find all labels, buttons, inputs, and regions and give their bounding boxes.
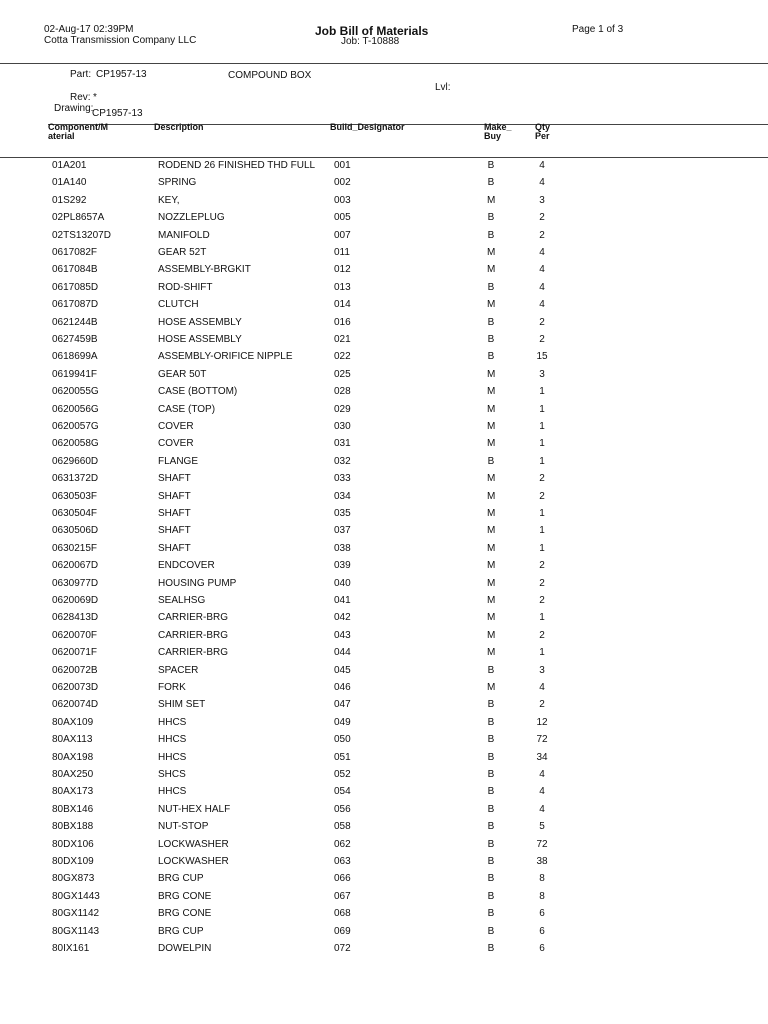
cell-qty-per: 1 [539, 542, 545, 554]
table-row [0, 488, 768, 505]
cell-component: 0630977D [52, 577, 99, 589]
cell-make-buy: B [487, 873, 495, 885]
table-row [0, 209, 768, 226]
cell-qty-per: 2 [539, 316, 545, 328]
cell-component: 80DX109 [52, 856, 94, 867]
part-value: CP1957-13 [96, 69, 147, 80]
cell-build-designator: 046 [334, 682, 351, 693]
cell-build-designator: 058 [334, 821, 351, 833]
table-row [0, 923, 768, 940]
cell-description: CARRIER-BRG [158, 629, 229, 641]
cell-build-designator: 039 [334, 560, 351, 572]
cell-qty-per: 2 [539, 595, 545, 606]
table-row [0, 348, 768, 365]
cell-make-buy: B [487, 821, 495, 833]
cell-description: HHCS [158, 751, 187, 763]
cell-make-buy: B [487, 734, 495, 746]
cell-build-designator: 038 [334, 542, 351, 554]
table-row [0, 853, 768, 870]
cell-description: SPACER [158, 664, 199, 676]
cell-description: BRG CUP [158, 925, 204, 937]
cell-make-buy: M [487, 490, 496, 502]
cell-make-buy: M [487, 368, 496, 380]
cell-build-designator: 032 [334, 455, 351, 467]
cell-description: CARRIER-BRG [158, 612, 229, 624]
cell-qty-per: 1 [539, 525, 545, 537]
cell-build-designator: 025 [334, 368, 351, 380]
cell-make-buy: M [487, 247, 496, 258]
cell-component: 80AX173 [52, 786, 94, 798]
cell-component: 80GX1443 [52, 890, 100, 902]
cell-make-buy: B [487, 943, 495, 954]
cell-component: 0620072B [52, 664, 98, 676]
cell-description: ASSEMBLY-BRGKIT [158, 264, 251, 276]
cell-description: SEALHSG [158, 595, 206, 606]
cell-qty-per: 4 [539, 299, 545, 311]
cell-qty-per: 1 [539, 421, 545, 432]
cell-qty-per: 2 [539, 473, 545, 485]
table-row [0, 888, 768, 905]
table-row [0, 731, 768, 748]
table-row [0, 401, 768, 418]
table-row [0, 331, 768, 348]
cell-build-designator: 054 [334, 786, 351, 798]
cell-make-buy: B [487, 699, 495, 711]
table-row [0, 418, 768, 435]
cell-make-buy: B [487, 664, 495, 676]
table-row [0, 870, 768, 887]
cell-description: FLANGE [158, 455, 199, 467]
table-row [0, 383, 768, 400]
cell-description: NUT-STOP [158, 821, 209, 833]
cell-build-designator: 002 [334, 177, 351, 189]
cell-component: 0620056G [52, 403, 99, 415]
cell-qty-per: 2 [539, 334, 545, 345]
cell-make-buy: M [487, 438, 496, 450]
cell-component: 80IX161 [52, 943, 90, 954]
cell-qty-per: 1 [539, 455, 545, 467]
table-row [0, 435, 768, 452]
cell-make-buy: M [487, 525, 496, 537]
cell-make-buy: M [487, 560, 496, 572]
cell-description: SHAFT [158, 525, 191, 537]
cell-component: 0620073D [52, 682, 99, 693]
cell-make-buy: B [487, 160, 495, 171]
col-qty-per-header: Qty Per [535, 122, 551, 141]
report-datetime: 02-Aug-17 02:39PM [44, 24, 134, 35]
cell-description: COVER [158, 421, 194, 432]
table-row [0, 575, 768, 592]
drawing-label: Drawing: [54, 103, 94, 114]
cell-component: 80GX1142 [52, 908, 100, 920]
cell-make-buy: B [487, 351, 495, 363]
col-description-header: Description [154, 122, 204, 132]
cell-description: HHCS [158, 786, 187, 798]
cell-build-designator: 044 [334, 647, 351, 659]
cell-qty-per: 6 [539, 908, 545, 920]
cell-component: 0620070F [52, 629, 98, 641]
cell-component: 0617087D [52, 299, 99, 311]
cell-make-buy: B [487, 786, 495, 798]
cell-make-buy: M [487, 629, 496, 641]
cell-description: SHAFT [158, 473, 191, 485]
cell-make-buy: M [487, 264, 496, 276]
cell-component: 0631372D [52, 473, 99, 485]
table-row [0, 801, 768, 818]
cell-make-buy: M [487, 612, 496, 624]
cell-qty-per: 1 [539, 403, 545, 415]
cell-description: BRG CUP [158, 873, 204, 885]
cell-build-designator: 033 [334, 473, 351, 485]
table-row [0, 662, 768, 679]
cell-build-designator: 052 [334, 769, 351, 780]
cell-build-designator: 041 [334, 595, 351, 606]
cell-build-designator: 016 [334, 316, 351, 328]
cell-component: 0620069D [52, 595, 99, 606]
cell-build-designator: 028 [334, 386, 351, 398]
cell-build-designator: 042 [334, 612, 351, 624]
cell-qty-per: 5 [539, 821, 545, 833]
table-row [0, 314, 768, 331]
table-row [0, 592, 768, 609]
cell-build-designator: 029 [334, 403, 351, 415]
cell-make-buy: M [487, 386, 496, 398]
cell-make-buy: B [487, 769, 495, 780]
cell-description: SHAFT [158, 508, 191, 519]
cell-build-designator: 047 [334, 699, 351, 711]
cell-qty-per: 2 [539, 490, 545, 502]
cell-make-buy: M [487, 421, 496, 432]
cell-qty-per: 34 [536, 751, 548, 763]
cell-make-buy: M [487, 647, 496, 659]
cell-qty-per: 38 [536, 856, 548, 867]
cell-make-buy: B [487, 455, 495, 467]
cell-component: 0619941F [52, 368, 98, 380]
cell-qty-per: 3 [539, 664, 545, 676]
table-row [0, 453, 768, 470]
cell-qty-per: 2 [539, 560, 545, 572]
cell-build-designator: 013 [334, 281, 351, 293]
cell-description: COVER [158, 438, 194, 450]
cell-build-designator: 035 [334, 508, 351, 519]
table-row [0, 540, 768, 557]
cell-description: CARRIER-BRG [158, 647, 229, 659]
cell-component: 01A201 [52, 160, 87, 171]
revision-value: * [93, 92, 97, 103]
cell-description: LOCKWASHER [158, 856, 229, 867]
company-name: Cotta Transmission Company LLC [44, 35, 197, 46]
cell-description: BRG CONE [158, 890, 212, 902]
cell-build-designator: 040 [334, 577, 351, 589]
cell-description: LOCKWASHER [158, 838, 229, 850]
cell-component: 80DX106 [52, 838, 94, 850]
table-row [0, 192, 768, 209]
table-row [0, 609, 768, 626]
cell-component: 80BX188 [52, 821, 94, 833]
cell-build-designator: 022 [334, 351, 351, 363]
cell-qty-per: 4 [539, 247, 545, 258]
cell-build-designator: 051 [334, 751, 351, 763]
cell-description: SHIM SET [158, 699, 206, 711]
cell-description: SHCS [158, 769, 186, 780]
cell-build-designator: 050 [334, 734, 351, 746]
table-row [0, 696, 768, 713]
cell-description: DOWELPIN [158, 943, 212, 954]
cell-make-buy: M [487, 508, 496, 519]
cell-qty-per: 4 [539, 682, 545, 693]
cell-build-designator: 056 [334, 803, 351, 815]
cell-qty-per: 4 [539, 177, 545, 189]
cell-qty-per: 72 [536, 734, 548, 746]
col-component-header: Component/M aterial [48, 122, 108, 141]
page-number: Page 1 of 3 [572, 24, 624, 35]
cell-build-designator: 063 [334, 856, 351, 867]
cell-description: CASE (TOP) [158, 403, 216, 415]
table-row [0, 557, 768, 574]
cell-build-designator: 067 [334, 890, 351, 902]
cell-description: RODEND 26 FINISHED THD FULL [158, 160, 316, 171]
cell-component: 0620074D [52, 699, 99, 711]
cell-description: CLUTCH [158, 299, 199, 311]
level-label: Lvl: [435, 82, 451, 93]
cell-component: 0627459B [52, 334, 98, 345]
cell-make-buy: M [487, 473, 496, 485]
cell-description: HOUSING PUMP [158, 577, 237, 589]
cell-build-designator: 005 [334, 212, 351, 224]
cell-qty-per: 3 [539, 194, 545, 206]
cell-qty-per: 1 [539, 612, 545, 624]
cell-qty-per: 1 [539, 386, 545, 398]
cell-component: 0620058G [52, 438, 99, 450]
cell-component: 0618699A [52, 351, 98, 363]
cell-build-designator: 068 [334, 908, 351, 920]
cell-description: HHCS [158, 716, 187, 728]
cell-build-designator: 031 [334, 438, 351, 450]
cell-description: SPRING [158, 177, 197, 189]
cell-build-designator: 066 [334, 873, 351, 885]
cell-component: 80AX198 [52, 751, 94, 763]
cell-build-designator: 062 [334, 838, 351, 850]
table-row [0, 157, 768, 174]
cell-component: 80AX113 [52, 734, 93, 746]
table-row [0, 766, 768, 783]
cell-qty-per: 4 [539, 264, 545, 276]
table-row [0, 940, 768, 957]
cell-build-designator: 049 [334, 716, 351, 728]
cell-component: 0617085D [52, 281, 99, 293]
table-row [0, 714, 768, 731]
cell-qty-per: 2 [539, 629, 545, 641]
cell-build-designator: 045 [334, 664, 351, 676]
cell-qty-per: 1 [539, 508, 545, 519]
cell-build-designator: 069 [334, 925, 351, 937]
cell-qty-per: 4 [539, 786, 545, 798]
table-row [0, 244, 768, 261]
cell-make-buy: M [487, 577, 496, 589]
cell-qty-per: 6 [539, 925, 545, 937]
cell-make-buy: B [487, 334, 495, 345]
table-row [0, 366, 768, 383]
cell-build-designator: 034 [334, 490, 351, 502]
cell-component: 0630504F [52, 508, 98, 519]
header-divider [0, 63, 768, 64]
cell-component: 0620071F [52, 647, 98, 659]
cell-description: GEAR 52T [158, 247, 207, 258]
cell-component: 0629660D [52, 455, 99, 467]
cell-qty-per: 8 [539, 873, 545, 885]
cell-make-buy: B [487, 803, 495, 815]
cell-qty-per: 1 [539, 647, 545, 659]
cell-make-buy: B [487, 890, 495, 902]
cell-component: 0630215F [52, 542, 98, 554]
cell-description: MANIFOLD [158, 229, 210, 241]
report-title: Job Bill of Materials [315, 24, 429, 38]
cell-description: BRG CONE [158, 908, 212, 920]
cell-make-buy: B [487, 716, 495, 728]
cell-build-designator: 021 [334, 334, 351, 345]
cell-component: 80BX146 [52, 803, 94, 815]
cell-make-buy: B [487, 838, 495, 850]
cell-component: 0620057G [52, 421, 99, 432]
cell-make-buy: B [487, 908, 495, 920]
cell-make-buy: B [487, 316, 495, 328]
cell-qty-per: 4 [539, 160, 545, 171]
table-row [0, 749, 768, 766]
table-row [0, 227, 768, 244]
part-description: COMPOUND BOX [228, 70, 312, 81]
col-build-designator-header: Build_Designator [330, 122, 405, 132]
table-row [0, 296, 768, 313]
cell-description: ROD-SHIFT [158, 281, 213, 293]
table-row [0, 505, 768, 522]
cell-build-designator: 012 [334, 264, 351, 276]
cell-component: 02PL8657A [52, 212, 105, 224]
table-row [0, 627, 768, 644]
table-row [0, 279, 768, 296]
cell-qty-per: 4 [539, 769, 545, 780]
cell-component: 0617082F [52, 247, 98, 258]
cell-component: 0620067D [52, 560, 99, 572]
table-row [0, 522, 768, 539]
cell-make-buy: B [487, 925, 495, 937]
cell-qty-per: 2 [539, 229, 545, 241]
cell-component: 80GX1143 [52, 925, 100, 937]
cell-qty-per: 1 [539, 438, 545, 450]
cell-description: SHAFT [158, 490, 191, 502]
cell-component: 0628413D [52, 612, 99, 624]
cell-component: 80AX250 [52, 769, 94, 780]
drawing-value: CP1957-13 [92, 108, 143, 119]
cell-make-buy: B [487, 177, 495, 189]
cell-qty-per: 2 [539, 699, 545, 711]
cell-qty-per: 6 [539, 943, 545, 954]
cell-description: HHCS [158, 734, 187, 746]
cell-component: 01S292 [52, 194, 87, 206]
table-row [0, 174, 768, 191]
cell-build-designator: 037 [334, 525, 351, 537]
cell-make-buy: B [487, 751, 495, 763]
cell-component: 0617084B [52, 264, 98, 276]
cell-build-designator: 007 [334, 229, 351, 241]
cell-description: NUT-HEX HALF [158, 803, 231, 815]
table-row [0, 905, 768, 922]
cell-component: 01A140 [52, 177, 87, 189]
cell-component: 0630506D [52, 525, 99, 537]
table-row [0, 261, 768, 278]
cell-description: SHAFT [158, 542, 191, 554]
cell-description: HOSE ASSEMBLY [158, 334, 242, 345]
cell-make-buy: M [487, 403, 496, 415]
cell-description: NOZZLEPLUG [158, 212, 225, 224]
cell-make-buy: B [487, 229, 495, 241]
revision-label: Rev: [70, 92, 91, 103]
cell-make-buy: M [487, 595, 496, 606]
cell-build-designator: 072 [334, 943, 351, 954]
cell-qty-per: 4 [539, 281, 545, 293]
cell-component: 02TS13207D [52, 229, 111, 241]
col-make-buy-header: Make_ Buy [484, 122, 512, 141]
table-row [0, 818, 768, 835]
cell-build-designator: 030 [334, 421, 351, 432]
cell-component: 0621244B [52, 316, 98, 328]
cell-make-buy: M [487, 542, 496, 554]
cell-qty-per: 15 [536, 351, 548, 363]
cell-qty-per: 8 [539, 890, 545, 902]
cell-description: ENDCOVER [158, 560, 215, 572]
cell-build-designator: 011 [334, 247, 350, 258]
cell-make-buy: M [487, 299, 496, 311]
cell-qty-per: 72 [536, 838, 548, 850]
cell-description: ASSEMBLY-ORIFICE NIPPLE [158, 351, 293, 363]
cell-make-buy: B [487, 856, 495, 867]
cell-qty-per: 12 [536, 716, 548, 728]
cell-description: FORK [158, 682, 186, 693]
cell-qty-per: 2 [539, 212, 545, 224]
cell-qty-per: 3 [539, 368, 545, 380]
cell-description: KEY, [158, 194, 180, 206]
table-row [0, 783, 768, 800]
table-row [0, 644, 768, 661]
table-row [0, 836, 768, 853]
cell-description: HOSE ASSEMBLY [158, 316, 242, 328]
cell-component: 80GX873 [52, 873, 95, 885]
cell-qty-per: 4 [539, 803, 545, 815]
table-row [0, 679, 768, 696]
cell-component: 80AX109 [52, 716, 94, 728]
cell-make-buy: M [487, 682, 496, 693]
cell-make-buy: B [487, 281, 495, 293]
cell-build-designator: 003 [334, 194, 351, 206]
cell-component: 0630503F [52, 490, 98, 502]
table-row [0, 470, 768, 487]
part-label: Part: [70, 69, 92, 80]
cell-build-designator: 001 [334, 160, 351, 171]
cell-make-buy: M [487, 194, 496, 206]
cell-description: GEAR 50T [158, 368, 207, 380]
job-number: Job: T-10888 [341, 36, 400, 47]
cell-qty-per: 2 [539, 577, 545, 589]
cell-build-designator: 014 [334, 299, 351, 311]
cell-component: 0620055G [52, 386, 99, 398]
cell-make-buy: B [487, 212, 495, 224]
cell-description: CASE (BOTTOM) [158, 386, 238, 398]
cell-build-designator: 043 [334, 629, 351, 641]
